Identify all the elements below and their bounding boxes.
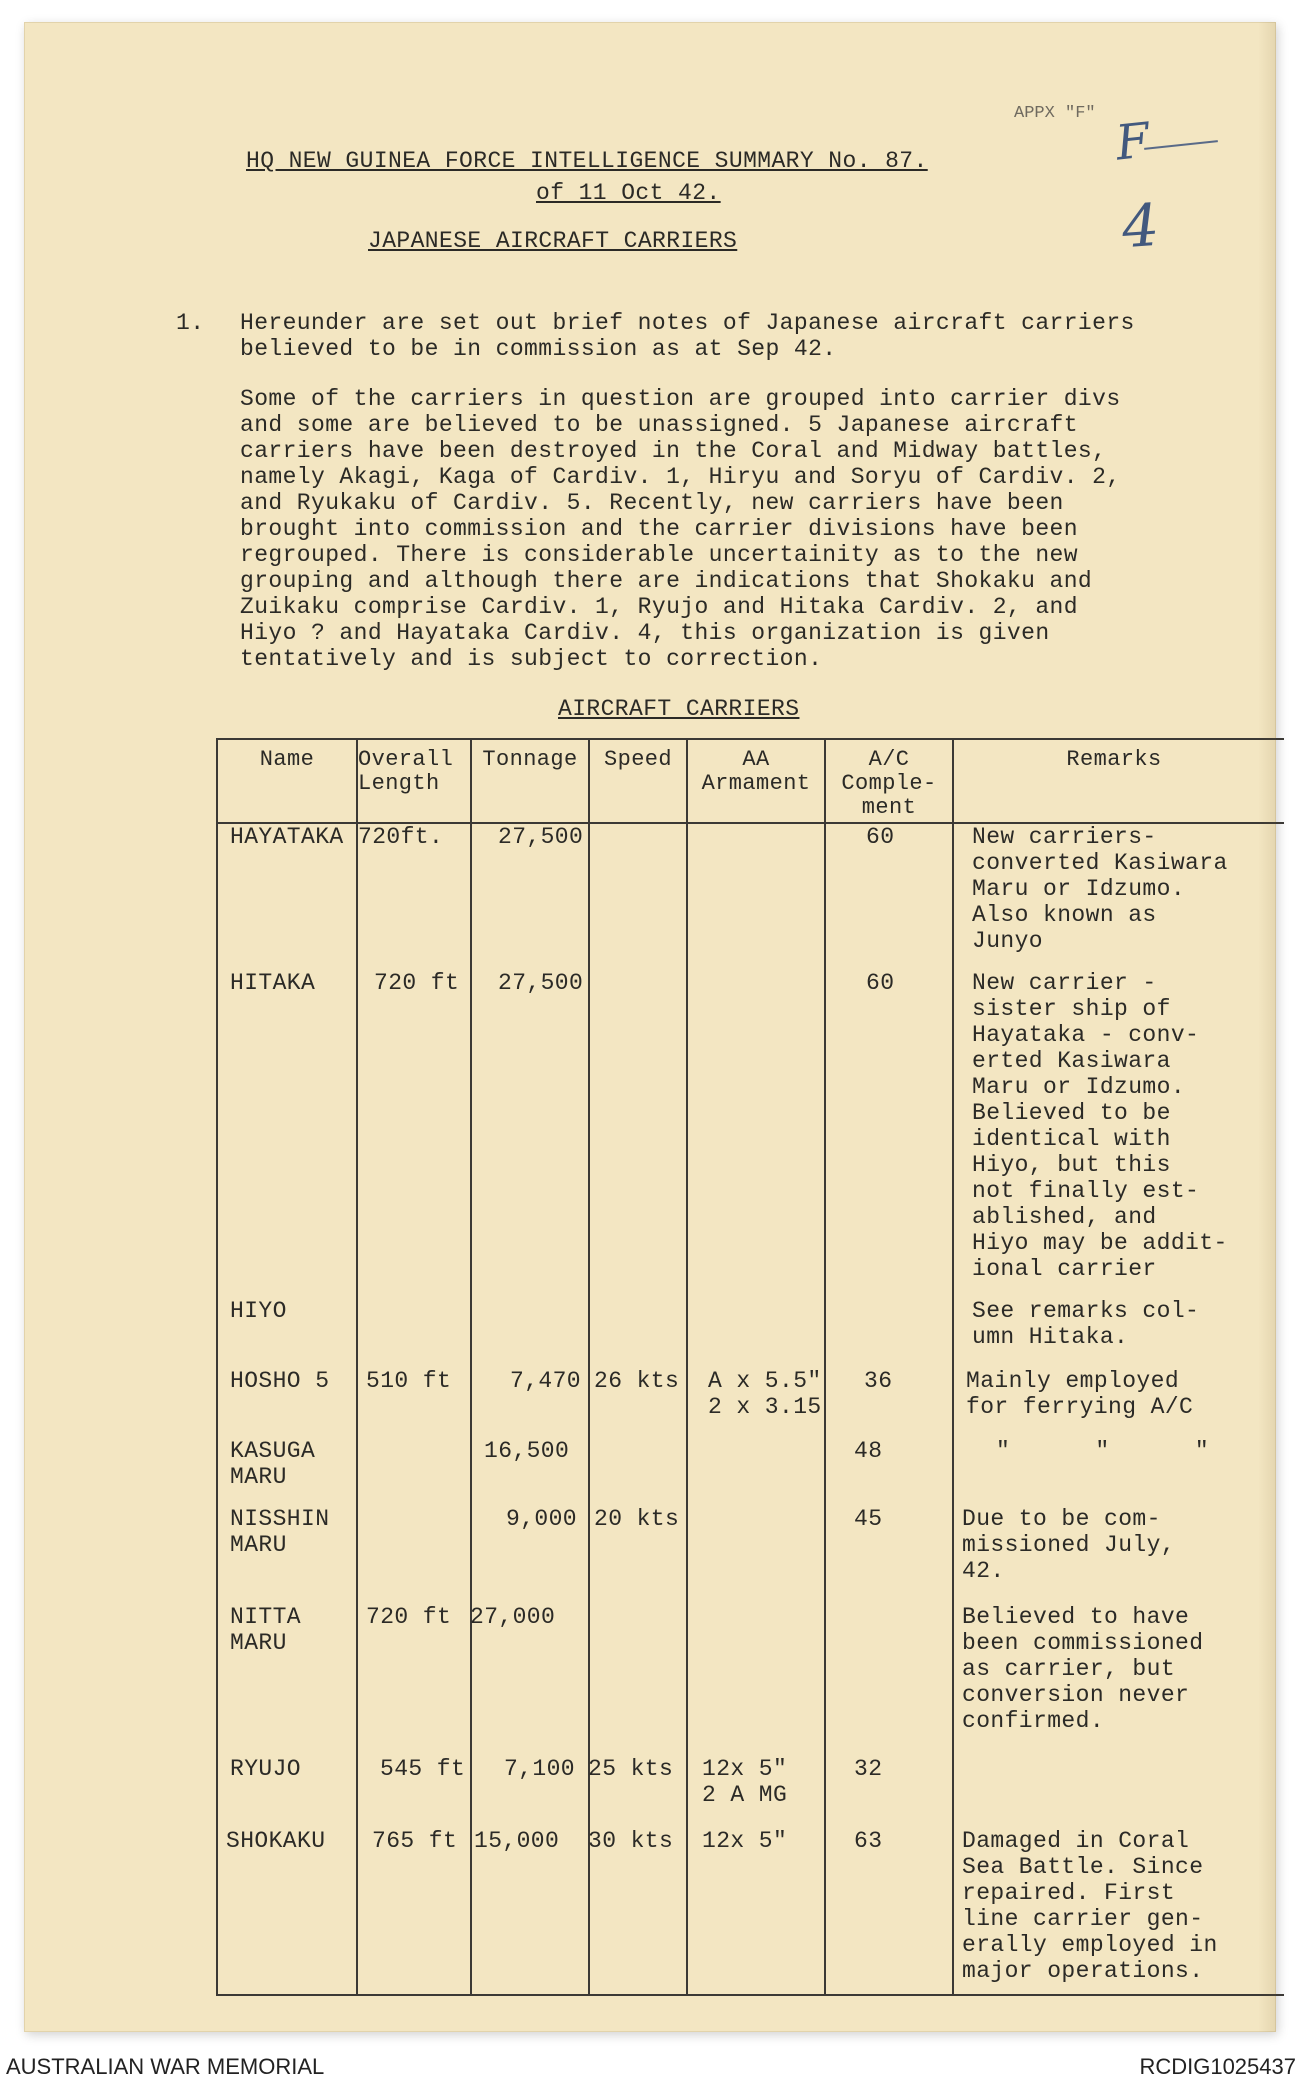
header-name: Name bbox=[259, 747, 315, 772]
cell-remarks: Believed to have been commissioned as carrier, but conversion never confirmed. bbox=[962, 1604, 1204, 1734]
cell-ac: 36 bbox=[864, 1368, 893, 1394]
cell-remarks: Damaged in Coral Sea Battle. Since repaired. First line carrier gen- erally employed in major operations. bbox=[962, 1828, 1218, 1984]
cell-remarks: Due to be com- missioned July, 42. bbox=[962, 1506, 1176, 1584]
cell-length: 545 ft bbox=[380, 1756, 466, 1782]
cell-tonnage: 9,000 bbox=[506, 1506, 578, 1532]
cell-length: 720ft. bbox=[358, 824, 444, 850]
col-rule bbox=[824, 738, 826, 1996]
header-length: Overall Length bbox=[358, 747, 454, 796]
handwritten-dash bbox=[1144, 140, 1218, 150]
cell-remarks: " " " bbox=[996, 1438, 1210, 1464]
cell-tonnage: 27,000 bbox=[470, 1604, 556, 1630]
cell-ac: 45 bbox=[854, 1506, 883, 1532]
cell-length: 510 ft bbox=[366, 1368, 452, 1394]
header-speed: Speed bbox=[603, 747, 672, 772]
cell-remarks: See remarks col- umn Hitaka. bbox=[972, 1298, 1200, 1350]
cell-length: 765 ft bbox=[372, 1828, 458, 1854]
cell-ac: 60 bbox=[866, 824, 895, 850]
cell-tonnage: 15,000 bbox=[474, 1828, 560, 1854]
col-rule bbox=[470, 738, 472, 1996]
table-title: AIRCRAFT CARRIERS bbox=[558, 696, 800, 722]
cell-ac: 63 bbox=[854, 1828, 883, 1854]
cell-length: 720 ft bbox=[374, 970, 460, 996]
cell-length: 720 ft bbox=[366, 1604, 452, 1630]
archive-reference: RCDIG1025437 bbox=[1139, 2054, 1296, 2079]
cell-name: RYUJO bbox=[230, 1756, 302, 1782]
header-ac-complement: A/C Comple- ment bbox=[841, 747, 937, 820]
cell-speed: 20 kts bbox=[594, 1506, 680, 1532]
cell-name: HOSHO 5 bbox=[230, 1368, 330, 1394]
col-rule bbox=[588, 738, 590, 1996]
cell-remarks: New carrier - sister ship of Hayataka - conv- erted Kasiwara Maru or Idzumo. Believed to be identical with Hiyo, but this not finally est- ablished, and Hiyo may be addit- ional carrier bbox=[972, 970, 1228, 1282]
handwritten-page-number: 4 bbox=[1119, 190, 1162, 262]
handwritten-letter: F bbox=[1113, 112, 1153, 172]
cell-tonnage: 7,100 bbox=[504, 1756, 576, 1782]
table-top-rule bbox=[216, 738, 1284, 740]
document-subtitle: JAPANESE AIRCRAFT CARRIERS bbox=[368, 228, 738, 254]
carriers-table bbox=[216, 738, 1284, 1998]
cell-tonnage: 7,470 bbox=[510, 1368, 582, 1394]
header-tonnage: Tonnage bbox=[482, 747, 578, 772]
archive-name: AUSTRALIAN WAR MEMORIAL bbox=[6, 2054, 325, 2079]
cell-tonnage: 27,500 bbox=[498, 970, 584, 996]
cell-speed: 30 kts bbox=[588, 1828, 674, 1854]
cell-ac: 60 bbox=[866, 970, 895, 996]
col-rule bbox=[356, 738, 358, 1996]
cell-name: HITAKA bbox=[230, 970, 316, 996]
cell-name: NITTA MARU bbox=[230, 1604, 302, 1656]
paragraph-number: 1. bbox=[176, 310, 205, 336]
col-rule bbox=[686, 738, 688, 1996]
cell-name: HAYATAKA bbox=[230, 824, 344, 850]
appendix-mark: APPX "F" bbox=[1014, 104, 1096, 123]
cell-aa: A x 5.5" 2 x 3.15 bbox=[708, 1368, 822, 1420]
col-rule bbox=[952, 738, 954, 1996]
document-date: of 11 Oct 42. bbox=[536, 180, 721, 206]
document-title: HQ NEW GUINEA FORCE INTELLIGENCE SUMMARY No. 87. bbox=[246, 148, 928, 174]
cell-name: KASUGA MARU bbox=[230, 1438, 316, 1490]
cell-speed: 25 kts bbox=[588, 1756, 674, 1782]
cell-tonnage: 16,500 bbox=[484, 1438, 570, 1464]
cell-aa: 12x 5" bbox=[702, 1828, 788, 1854]
cell-name: SHOKAKU bbox=[226, 1828, 326, 1854]
cell-remarks: Mainly employed for ferrying A/C bbox=[966, 1368, 1194, 1420]
cell-remarks: New carriers- converted Kasiwara Maru or Idzumo. Also known as Junyo bbox=[972, 824, 1228, 954]
cell-speed: 26 kts bbox=[594, 1368, 680, 1394]
document-sheet bbox=[24, 22, 1276, 2032]
header-remarks: Remarks bbox=[1066, 747, 1162, 772]
header-aa-armament: AA Armament bbox=[701, 747, 811, 796]
paragraph-2: Some of the carriers in question are grouped into carrier divs and some are believed to be unassigned. 5 Japanese aircraft carriers have been destroyed in the Coral and Midway battles, namely Akagi, Kaga of Cardiv. 1, Hiryu and Soryu of Cardiv. 2, and Ryukaku of Cardiv. 5. Recently, new carriers have been brought into commission and the carrier divisions have been regrouped. There is considerable uncertainity as to the new grouping and although there are indications that Shokaku and Zuikaku comprise Cardiv. 1, Ryujo and Hitaka Cardiv. 2, and Hiyo ? and Hayataka Cardiv. 4, this organization is given tentatively and is subject to correction. bbox=[240, 386, 1121, 672]
col-rule bbox=[216, 738, 218, 1996]
cell-ac: 48 bbox=[854, 1438, 883, 1464]
cell-aa: 12x 5" 2 A MG bbox=[702, 1756, 788, 1808]
cell-tonnage: 27,500 bbox=[498, 824, 584, 850]
paragraph-1: Hereunder are set out brief notes of Japanese aircraft carriers believed to be in commission as at Sep 42. bbox=[240, 310, 1135, 362]
table-bottom-rule bbox=[216, 1994, 1284, 1996]
cell-ac: 32 bbox=[854, 1756, 883, 1782]
cell-name: NISSHIN MARU bbox=[230, 1506, 330, 1558]
archive-footer bbox=[0, 2050, 1304, 2082]
cell-name: HIYO bbox=[230, 1298, 287, 1324]
